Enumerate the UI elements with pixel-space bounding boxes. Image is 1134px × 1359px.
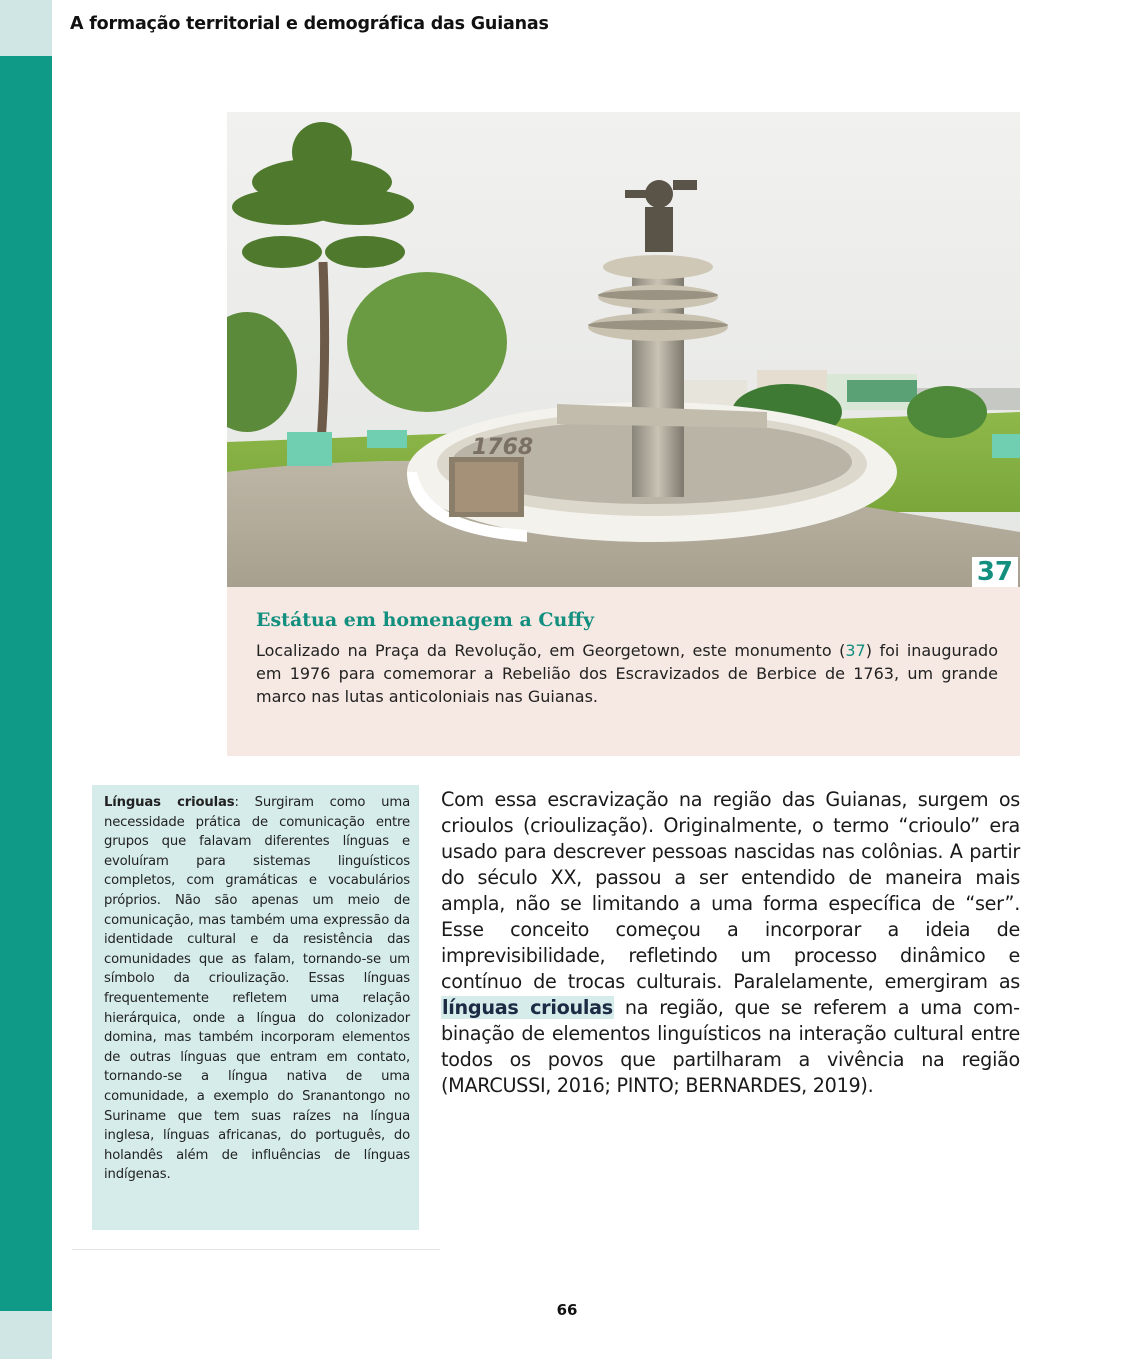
glossary-divider xyxy=(72,1249,440,1250)
body-text-part: na região, que se referem a uma combinação de elementos linguísticos na interação cultural entre todos os povos que partilharam a vivência na região (MARCUSSI, 2016; PINTO; BERNARDES, 2019). xyxy=(441,996,1020,1097)
glossary-entry xyxy=(104,793,410,1185)
page-number: 66 xyxy=(556,1301,578,1319)
body-paragraph xyxy=(441,787,1020,1099)
glossary-box xyxy=(92,785,419,1230)
figure-reference: 37 xyxy=(845,641,866,660)
caption-title: Estátua em homenagem a Cuffy xyxy=(256,609,594,631)
figure-caption xyxy=(227,587,1020,756)
highlighted-term: línguas crioulas xyxy=(442,996,613,1019)
glossary-definition: : Surgiram como uma necessidade prática de comunicação entre grupos que falavam diferentes línguas e evoluíram para sistemas linguísticos completos, com gramáticas e vocabulários próprios. Não são apenas um meio de comunicação, mas também uma expressão da identidade cultural e da resistência das comunidades que as falam, tornando-se um símbolo da crioulização. Essas línguas frequentemente refletem uma relação hierárquica, onde a língua do colonizador domina, mas também incorporam elementos de outras línguas que entram em contato, tornando-se a língua nativa de uma comunidade, a exemplo do Sranantongo no Suriname que tem suas raízes na língua inglesa, línguas africanas, do português, do holandês além de influências de línguas indígenas. xyxy=(104,795,410,1183)
margin-strip xyxy=(0,56,52,1311)
caption-text-part: Localizado na Praça da Revolução, em Georgetown, este monumento ( xyxy=(256,641,846,660)
caption-text xyxy=(256,639,998,708)
monument-photo xyxy=(227,112,1020,587)
figure-number: 37 xyxy=(972,557,1018,587)
running-header: A formação territorial e demográfica das Guianas xyxy=(70,14,549,34)
body-text-part: Com essa escravização na região das Guianas, surgem os crioulos (crioulização). Originalmente, o termo “crioulo” era usado para descrever pessoas nascidas nas colônias. A partir do século XX, passou a ser entendido de maneira mais ampla, não se limitando a uma forma específica de “ser”. Esse conceito começou a incorporar a ideia de imprevisibilidade, refletindo um processo dinâmico e contínuo de trocas culturais. Paralelamente, emergiram as xyxy=(441,788,1020,993)
monument-year: 1768 xyxy=(472,435,534,460)
caption-text-part: ) foi inaugurado em 1976 para comemorar a Rebelião dos Escravizados de Berbice de 1763, um grande marco nas lutas anticoloniais nas Guianas. xyxy=(256,641,999,706)
margin-strip-top xyxy=(0,0,52,56)
monument-illustration xyxy=(227,112,1020,587)
glossary-term: Línguas crioulas xyxy=(104,795,235,810)
